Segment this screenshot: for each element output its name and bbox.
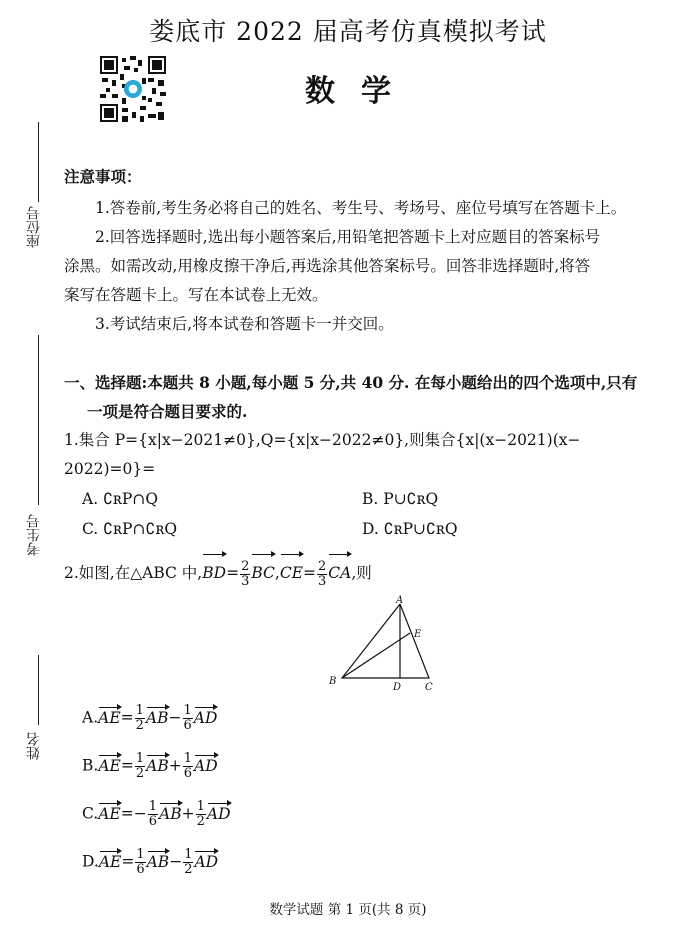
q1-option-b: B. P∪∁ʀQ <box>362 490 439 508</box>
notice-item-2-line-1: 2.回答选择题时,选出每小题答案后,用铅笔把答题卡上对应题目的答案标号 <box>95 228 601 246</box>
figure-label-b: B <box>329 676 337 687</box>
exam-title: 娄底市 2022 届高考仿真模拟考试 <box>149 17 547 46</box>
notice-item-2-line-2: 涂黑。如需改动,用橡皮擦干净后,再选涂其他答案标号。回答非选择题时,将答 <box>64 257 591 275</box>
subject-title: 数学 <box>305 74 417 109</box>
seat-number-label: 座位号 <box>26 206 42 248</box>
q2-option-c: C.AE=− $\frac{1}{6}$ AB+ $\frac{1}{2}$ AD <box>82 799 231 829</box>
section-heading-line-2: 一项是符合题目要求的. <box>87 402 248 421</box>
binding-line <box>38 655 39 725</box>
notice-item-2-line-3: 案写在答题卡上。写在本试卷上无效。 <box>64 286 328 304</box>
figure-label-a: A <box>396 595 404 606</box>
section-heading-line-1: 一、选择题:本题共 8 小题,每小题 5 分,共 40 分. 在每小题给出的四个选项中,只有 <box>64 373 638 392</box>
notice-item-3: 3.考试结束后,将本试卷和答题卡一并交回。 <box>95 315 394 333</box>
q2-option-d: D.AE= $\frac{1}{6}$ AB− $\frac{1}{2}$ AD <box>82 847 219 877</box>
exam-number-label: 考生号 <box>26 514 42 556</box>
triangle-figure <box>326 594 440 694</box>
binding-line <box>38 335 39 505</box>
q1-stem-line-1: 1.集合 P={x|x−2021≠0},Q={x|x−2022≠0},则集合{x|(x−2021)(x− <box>64 431 581 449</box>
q2-stem: 2.如图,在△ABC 中,BD= $\frac{2}{3}$ BC,CE= $\frac{2}{3}$ CA,则 <box>64 556 688 590</box>
notice-item-1: 1.答卷前,考生务必将自己的姓名、考生号、考场号、座位号填写在答题卡上。 <box>95 199 627 217</box>
q2-option-b: B.AE= $\frac{1}{2}$ AB+ $\frac{1}{6}$ AD <box>82 751 218 781</box>
figure-label-d: D <box>393 682 402 693</box>
name-label: 姓名 <box>26 732 42 760</box>
q1-option-a: A. ∁ʀP∩Q <box>82 490 159 508</box>
qr-code-icon <box>100 56 166 122</box>
q1-stem-line-2: 2022)=0}= <box>64 460 156 478</box>
notice-heading: 注意事项： <box>64 167 142 186</box>
q2-option-a: A.AE= $\frac{1}{2}$ AB− $\frac{1}{6}$ AD <box>82 703 218 733</box>
figure-label-c: C <box>425 682 433 693</box>
q1-option-d: D. ∁ʀP∪∁ʀQ <box>362 520 458 538</box>
q1-option-c: C. ∁ʀP∩∁ʀQ <box>82 520 178 538</box>
page-footer: 数学试题 第 1 页(共 8 页) <box>269 902 427 918</box>
figure-label-e: E <box>414 629 422 640</box>
binding-line <box>38 122 39 202</box>
